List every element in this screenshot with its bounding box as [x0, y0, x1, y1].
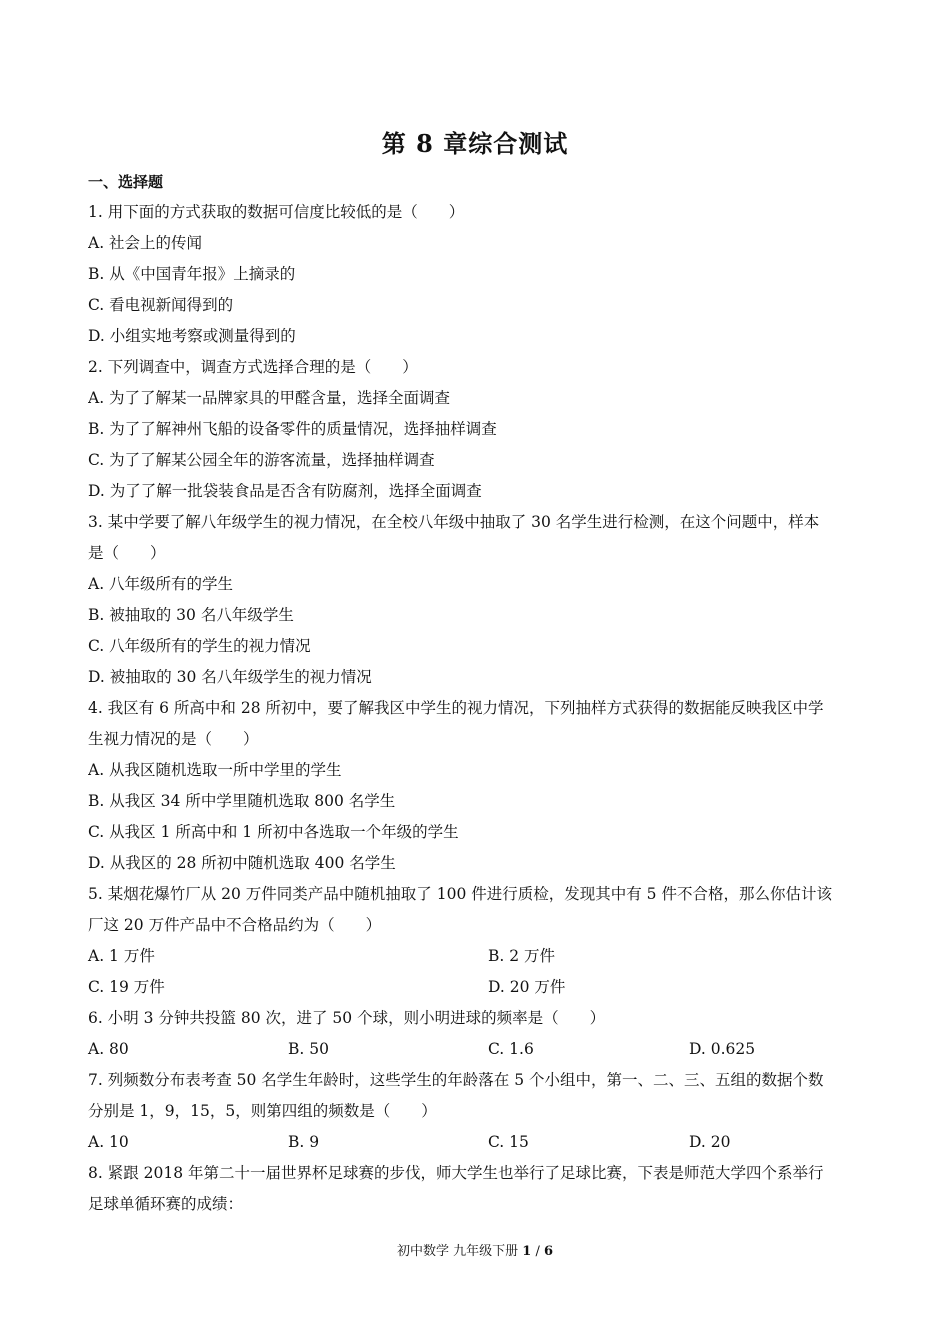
- question-3-option-d: D. 被抽取的 30 名八年级学生的视力情况: [88, 668, 372, 686]
- question-3-option-a: A. 八年级所有的学生: [88, 575, 234, 593]
- question-5-options-row1: [88, 941, 866, 972]
- question-4-stem-line1: 4. 我区有 6 所高中和 28 所初中，要了解我区中学生的视力情况，下列抽样方式获得的数据能反映我区中学: [88, 699, 824, 717]
- question-7-option-a: A. 10: [88, 1133, 129, 1151]
- question-6-options: [88, 1034, 866, 1065]
- question-5-options-row2: [88, 972, 866, 1003]
- question-3-stem-line1: 3. 某中学要了解八年级学生的视力情况，在全校八年级中抽取了 30 名学生进行检测，在这个问题中，样本: [88, 513, 820, 531]
- question-7-stem-line2: 分别是 1，9，15，5，则第四组的频数是（ ）: [88, 1102, 437, 1120]
- section-heading: 一、选择题: [88, 173, 164, 191]
- question-1-option-a: A. 社会上的传闻: [88, 234, 203, 252]
- question-4-option-d: D. 从我区的 28 所初中随机选取 400 名学生: [88, 854, 396, 872]
- footer-page-total: 6: [543, 1244, 554, 1259]
- question-3-option-c: C. 八年级所有的学生的视力情况: [88, 637, 311, 655]
- question-6-option-a: A. 80: [88, 1040, 129, 1058]
- question-2-option-d: D. 为了了解一批袋装食品是否含有防腐剂，选择全面调查: [88, 482, 482, 500]
- question-4-option-a: A. 从我区随机选取一所中学里的学生: [88, 761, 342, 779]
- question-5-option-c: C. 19 万件: [88, 978, 165, 996]
- question-4-stem-line2: 生视力情况的是（ ）: [88, 730, 259, 748]
- question-5-stem-line1: 5. 某烟花爆竹厂从 20 万件同类产品中随机抽取了 100 件进行质检，发现其中有 5 件不合格，那么你估计该: [88, 885, 832, 903]
- question-7-option-b: B. 9: [288, 1133, 320, 1151]
- question-6-stem: 6. 小明 3 分钟共投篮 80 次，进了 50 个球，则小明进球的频率是（ ）: [88, 1009, 606, 1027]
- question-1-option-c: C. 看电视新闻得到的: [88, 296, 234, 314]
- question-1-stem: 1. 用下面的方式获取的数据可信度比较低的是（ ）: [88, 203, 465, 221]
- page-footer: [0, 1240, 950, 1259]
- question-6-option-c: C. 1.6: [488, 1040, 534, 1058]
- question-2-option-c: C. 为了了解某公园全年的游客流量，选择抽样调查: [88, 451, 435, 469]
- question-5-option-d: D. 20 万件: [488, 978, 566, 996]
- page-title: 第 8 章综合测试: [381, 129, 569, 158]
- footer-page-number: 1: [522, 1244, 532, 1259]
- question-6-option-d: D. 0.625: [689, 1040, 756, 1058]
- question-2-option-a: A. 为了了解某一品牌家具的甲醛含量，选择全面调查: [88, 389, 451, 407]
- question-5-stem-line2: 厂这 20 万件产品中不合格品约为（ ）: [88, 916, 382, 934]
- question-5-option-a: A. 1 万件: [88, 947, 155, 965]
- question-6-option-b: B. 50: [288, 1040, 329, 1058]
- question-2-stem: 2. 下列调查中，调查方式选择合理的是（ ）: [88, 358, 418, 376]
- question-1-option-d: D. 小组实地考察或测量得到的: [88, 327, 296, 345]
- question-7-options: [88, 1127, 866, 1158]
- footer-label: 初中数学 九年级下册: [396, 1244, 519, 1259]
- question-7-option-c: C. 15: [488, 1133, 529, 1151]
- question-7-stem-line1: 7. 列频数分布表考查 50 名学生年龄时，这些学生的年龄落在 5 个小组中，第一、二、三、五组的数据个数: [88, 1071, 824, 1089]
- question-4-option-c: C. 从我区 1 所高中和 1 所初中各选取一个年级的学生: [88, 823, 459, 841]
- question-2-option-b: B. 为了了解神州飞船的设备零件的质量情况，选择抽样调查: [88, 420, 497, 438]
- question-8-stem-line1: 8. 紧跟 2018 年第二十一届世界杯足球赛的步伐，师大学生也举行了足球比赛，下表是师范大学四个系举行: [88, 1164, 824, 1182]
- question-1-option-b: B. 从《中国青年报》上摘录的: [88, 265, 296, 283]
- question-5-option-b: B. 2 万件: [488, 947, 556, 965]
- question-7-option-d: D. 20: [689, 1133, 731, 1151]
- question-8-stem-line2: 足球单循环赛的成绩：: [88, 1195, 244, 1213]
- question-3-option-b: B. 被抽取的 30 名八年级学生: [88, 606, 294, 624]
- question-3-stem-line2: 是（ ）: [88, 544, 166, 562]
- footer-separator: /: [535, 1244, 540, 1259]
- question-4-option-b: B. 从我区 34 所中学里随机选取 800 名学生: [88, 792, 396, 810]
- question-list: [88, 197, 866, 1220]
